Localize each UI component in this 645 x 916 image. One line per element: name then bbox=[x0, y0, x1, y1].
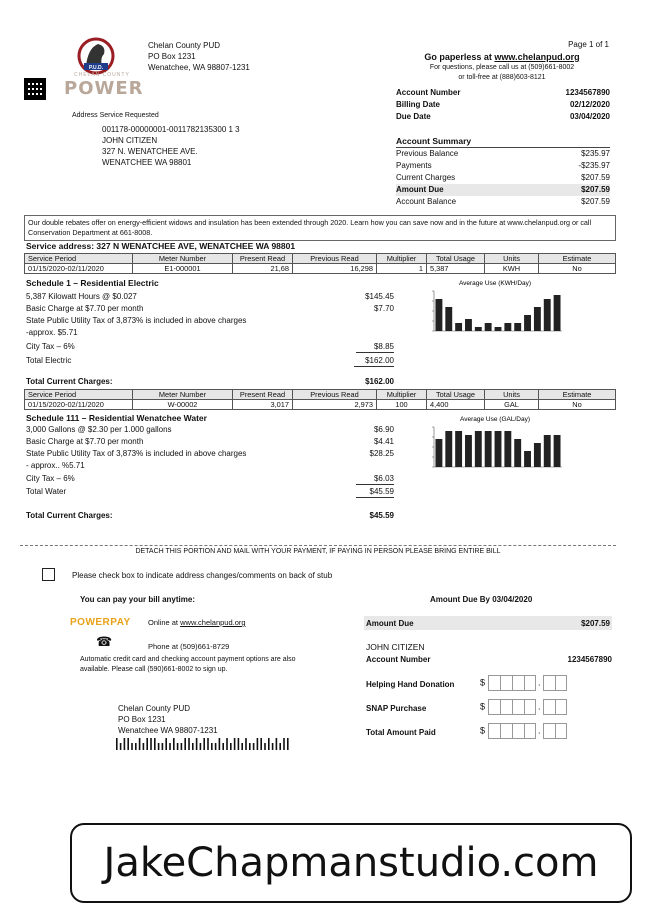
snap-label: SNAP Purchase bbox=[366, 704, 427, 713]
qr-code-icon bbox=[24, 78, 46, 100]
barcode-bar bbox=[253, 743, 255, 750]
cell-units: KWH bbox=[485, 264, 539, 274]
dollar-sign: $ bbox=[480, 701, 486, 712]
barcode-bar bbox=[283, 738, 285, 750]
th-meter-number: Meter Number bbox=[133, 254, 233, 264]
powerpay-logo: POWERPAY bbox=[70, 617, 131, 628]
water-schedule-title: Schedule 111 – Residential Wenatchee Water bbox=[26, 413, 207, 423]
barcode-bar bbox=[181, 743, 183, 750]
total-value: $45.59 bbox=[369, 511, 394, 520]
charge-line bbox=[26, 303, 394, 315]
chart-title: Average Use (GAL/Day) bbox=[460, 416, 530, 423]
th-multiplier: Multiplier bbox=[377, 254, 427, 264]
due-date-value: 03/04/2020 bbox=[569, 112, 610, 121]
chart-bar bbox=[495, 327, 502, 331]
th-service-period: Service Period bbox=[25, 254, 133, 264]
charge-value: $8.85 bbox=[356, 341, 394, 353]
th-multiplier: Multiplier bbox=[377, 390, 427, 400]
barcode-bar bbox=[287, 738, 289, 750]
chart-bar bbox=[445, 307, 452, 331]
chart-bar bbox=[475, 327, 482, 331]
charge-label: Basic Charge at $7.70 per month bbox=[26, 437, 144, 446]
barcode-bar bbox=[120, 743, 122, 750]
barcode-bar bbox=[276, 738, 278, 750]
barcode-bar bbox=[257, 738, 259, 750]
chart-bar bbox=[534, 443, 541, 467]
due-date-label: Due Date bbox=[396, 112, 431, 121]
rebate-notice: Our double rebates offer on energy-efficient widows and insulation has been extended through 2020. Learn how you can save now and in the future at www.chelanpud.org or call Conservation Department at 661-8008. bbox=[24, 215, 616, 241]
water-usage-chart bbox=[420, 413, 570, 481]
barcode-bar bbox=[184, 738, 186, 750]
chart-bar bbox=[435, 299, 442, 331]
th-service-period: Service Period bbox=[25, 390, 133, 400]
barcode-bar bbox=[169, 743, 171, 750]
billing-date-value: 02/12/2020 bbox=[569, 100, 610, 109]
customer-barcode-line: 001178-00000001-0011782135300 1 3 bbox=[102, 125, 240, 134]
charge-value: $6.90 bbox=[373, 425, 394, 434]
th-estimate: Estimate bbox=[539, 254, 616, 264]
th-estimate: Estimate bbox=[539, 390, 616, 400]
paperless-line bbox=[396, 52, 608, 63]
chart-bar bbox=[445, 431, 452, 467]
barcode-bar bbox=[203, 738, 205, 750]
barcode-bar bbox=[200, 743, 202, 750]
logo-subtitle: CHELAN COUNTY bbox=[74, 72, 130, 78]
cell-present-read: 3,017 bbox=[233, 400, 293, 410]
tollfree-phone: or toll-free at (888)603-8121 bbox=[458, 74, 546, 81]
summary-value: $207.59 bbox=[581, 197, 610, 206]
stub-account-value: 1234567890 bbox=[567, 655, 612, 664]
charge-line bbox=[26, 473, 394, 485]
total-row bbox=[26, 510, 394, 522]
watermark-banner: JakeChapmanstudio.com bbox=[70, 823, 632, 903]
barcode-bar bbox=[279, 743, 281, 750]
barcode-bar bbox=[143, 743, 145, 750]
utility-address bbox=[148, 40, 250, 73]
electric-schedule-title: Schedule 1 – Residential Electric bbox=[26, 278, 159, 288]
summary-label: Current Charges bbox=[396, 173, 456, 182]
charge-label: - approx.. %5.71 bbox=[26, 461, 85, 470]
barcode-bar bbox=[116, 738, 118, 750]
utility-address-line2: Wenatchee, WA 98807-1231 bbox=[148, 63, 250, 72]
paperless-link[interactable]: www.chelanpud.org bbox=[494, 52, 580, 62]
th-previous-read: Previous Read bbox=[293, 390, 377, 400]
stub-amount-due-label: Amount Due bbox=[366, 618, 414, 628]
online-link[interactable]: www.chelanpud.org bbox=[180, 618, 246, 627]
charge-line bbox=[26, 327, 394, 339]
charge-label: -approx. $5.71 bbox=[26, 328, 78, 337]
barcode-bar bbox=[162, 743, 164, 750]
barcode-bar bbox=[139, 738, 141, 750]
barcode-bar bbox=[272, 743, 274, 750]
th-meter-number: Meter Number bbox=[133, 390, 233, 400]
customer-name: JOHN CITIZEN bbox=[102, 136, 158, 145]
snap-input[interactable]: $ . bbox=[480, 699, 567, 715]
address-service-requested: Address Service Requested bbox=[72, 112, 159, 119]
charge-value: $6.03 bbox=[356, 473, 394, 485]
charge-label: City Tax – 6% bbox=[26, 342, 75, 351]
account-number-label: Account Number bbox=[396, 88, 461, 97]
th-units: Units bbox=[485, 390, 539, 400]
charge-label: State Public Utility Tax of 3,873% is included in above charges bbox=[26, 316, 247, 325]
chart-bar bbox=[544, 435, 551, 467]
barcode-bar bbox=[260, 738, 262, 750]
charge-label: 3,000 Gallons @ $2.30 per 1.000 gallons bbox=[26, 425, 172, 434]
detach-instructions: DETACH THIS PORTION AND MAIL WITH YOUR PAYMENT, IF PAYING IN PERSON PLEASE BRING ENTIRE BILL bbox=[135, 548, 501, 555]
barcode-bar bbox=[150, 738, 152, 750]
barcode-bar bbox=[196, 738, 198, 750]
cell-service-period: 01/15/2020-02/11/2020 bbox=[25, 264, 133, 274]
billing-date-label: Billing Date bbox=[396, 100, 441, 109]
summary-row-previous bbox=[396, 148, 610, 160]
remit-city: Wenatchee WA 98807-1231 bbox=[118, 726, 218, 735]
address-change-checkbox[interactable] bbox=[42, 568, 55, 581]
charge-label: Total Electric bbox=[26, 356, 72, 365]
charge-line bbox=[26, 436, 394, 448]
stub-amount-due bbox=[364, 616, 612, 630]
charge-line bbox=[26, 355, 394, 367]
barcode-bar bbox=[268, 738, 270, 750]
chart-bar bbox=[455, 431, 462, 467]
barcode-bar bbox=[226, 738, 228, 750]
barcode-bar bbox=[135, 743, 137, 750]
detach-line bbox=[20, 545, 616, 546]
remit-name: Chelan County PUD bbox=[118, 704, 191, 713]
cell-multiplier: 100 bbox=[377, 400, 427, 410]
cell-service-period: 01/15/2020-02/11/2020 bbox=[25, 400, 133, 410]
svg-text:P.U.D.: P.U.D. bbox=[88, 65, 104, 71]
customer-street: 327 N. WENATCHEE AVE. bbox=[102, 147, 198, 156]
table-row bbox=[25, 400, 616, 410]
chart-bar bbox=[514, 323, 521, 331]
barcode-bar bbox=[173, 738, 175, 750]
charge-line bbox=[26, 315, 394, 327]
due-date-row bbox=[396, 111, 610, 123]
chart-bar bbox=[435, 439, 442, 467]
barcode-bar bbox=[165, 738, 167, 750]
auto-pay-text: Automatic credit card and checking account payment options are also available. Please call (590)661-8002 to sign up. bbox=[80, 656, 296, 673]
chart-bar bbox=[465, 319, 472, 331]
cell-total-usage: 5,387 bbox=[427, 264, 485, 274]
cell-present-read: 21,68 bbox=[233, 264, 293, 274]
table-header-row bbox=[25, 390, 616, 400]
donation-label: Helping Hand Donation bbox=[366, 680, 455, 689]
charge-label: State Public Utility Tax of 3,873% is included in above charges bbox=[26, 449, 247, 458]
charge-line bbox=[26, 291, 394, 303]
account-info bbox=[396, 87, 610, 123]
chart-bar bbox=[524, 451, 531, 467]
water-charges bbox=[26, 424, 394, 498]
cell-meter-number: W-00002 bbox=[133, 400, 233, 410]
summary-value: $235.97 bbox=[581, 149, 610, 158]
online-pay bbox=[148, 618, 246, 627]
charge-line bbox=[26, 424, 394, 436]
remit-box: PO Box 1231 bbox=[118, 715, 166, 724]
dollar-sign: $ bbox=[480, 677, 486, 688]
chart-bar bbox=[554, 295, 561, 331]
cell-multiplier: 1 bbox=[377, 264, 427, 274]
summary-label: Payments bbox=[396, 161, 432, 170]
dollar-sign: $ bbox=[480, 725, 486, 736]
chart-title: Average Use (KWH/Day) bbox=[458, 280, 532, 287]
donation-input[interactable]: $ . bbox=[480, 675, 567, 691]
paperless-prefix: Go paperless at bbox=[424, 52, 495, 62]
electric-meter-table bbox=[24, 253, 616, 274]
summary-row-amount-due bbox=[396, 184, 610, 196]
page-number: Page 1 of 1 bbox=[568, 40, 609, 49]
chart-bar bbox=[485, 431, 492, 467]
chart-bar bbox=[504, 323, 511, 331]
barcode-bar bbox=[215, 743, 217, 750]
summary-value: $207.59 bbox=[581, 185, 610, 194]
questions-phone: For questions, please call us at (509)661-8002 bbox=[429, 64, 575, 71]
barcode-bar bbox=[264, 743, 266, 750]
charge-value: $162.00 bbox=[354, 355, 394, 367]
chart-bar bbox=[495, 431, 502, 467]
summary-row-payments bbox=[396, 160, 610, 172]
summary-value: -$235.97 bbox=[578, 161, 610, 170]
summary-value: $207.59 bbox=[581, 173, 610, 182]
th-total-usage: Total Usage bbox=[427, 254, 485, 264]
charge-label: 5,387 Kilowatt Hours @ $0.027 bbox=[26, 292, 137, 301]
cell-estimate: No bbox=[539, 400, 616, 410]
cell-estimate: No bbox=[539, 264, 616, 274]
water-meter-table bbox=[24, 389, 616, 410]
amount-due-by: Amount Due By 03/04/2020 bbox=[430, 595, 533, 604]
summary-title: Account Summary bbox=[396, 135, 610, 148]
stub-account bbox=[366, 655, 612, 664]
barcode-bar bbox=[230, 743, 232, 750]
total-paid-input[interactable]: $ . bbox=[480, 723, 567, 739]
charge-line bbox=[26, 448, 394, 460]
barcode-bar bbox=[241, 743, 243, 750]
chart-bar bbox=[485, 323, 492, 331]
charge-line bbox=[26, 460, 394, 472]
barcode-bar bbox=[127, 738, 129, 750]
electric-total bbox=[26, 376, 394, 388]
cell-units: GAL bbox=[485, 400, 539, 410]
barcode-bar bbox=[211, 743, 213, 750]
chart-bar bbox=[554, 435, 561, 467]
account-number-row bbox=[396, 87, 610, 99]
charge-label: City Tax – 6% bbox=[26, 474, 75, 483]
barcode-bar bbox=[219, 738, 221, 750]
total-paid-label: Total Amount Paid bbox=[366, 728, 436, 737]
barcode-bar bbox=[249, 743, 251, 750]
th-previous-read: Previous Read bbox=[293, 254, 377, 264]
customer-address bbox=[102, 124, 240, 168]
chart-bar bbox=[504, 431, 511, 467]
total-label: Total Current Charges: bbox=[26, 511, 113, 520]
charge-label: Total Water bbox=[26, 487, 67, 496]
logo-wordmark: POWER bbox=[64, 78, 144, 99]
electric-charges bbox=[26, 291, 394, 367]
th-present-read: Present Read bbox=[233, 390, 293, 400]
utility-address-line1: PO Box 1231 bbox=[148, 52, 196, 61]
total-value: $162.00 bbox=[365, 377, 394, 386]
chart-bar bbox=[524, 315, 531, 331]
summary-label: Previous Balance bbox=[396, 149, 459, 158]
stub-account-label: Account Number bbox=[366, 655, 431, 664]
cell-previous-read: 16,298 bbox=[293, 264, 377, 274]
cell-previous-read: 2,973 bbox=[293, 400, 377, 410]
table-header-row bbox=[25, 254, 616, 264]
summary-label: Amount Due bbox=[396, 185, 444, 194]
charge-value: $45.59 bbox=[356, 486, 394, 498]
remit-address bbox=[118, 703, 218, 736]
phone-pay: Phone at (509)661-8729 bbox=[148, 642, 230, 651]
postal-barcode-icon bbox=[116, 738, 296, 750]
utility-name: Chelan County PUD bbox=[148, 41, 221, 50]
table-row bbox=[25, 264, 616, 274]
barcode-bar bbox=[222, 743, 224, 750]
barcode-bar bbox=[154, 738, 156, 750]
barcode-bar bbox=[238, 738, 240, 750]
barcode-bar bbox=[158, 743, 160, 750]
total-row bbox=[26, 376, 394, 388]
charge-value: $28.25 bbox=[369, 449, 394, 458]
cell-total-usage: 4,400 bbox=[427, 400, 485, 410]
charge-label: Basic Charge at $7.70 per month bbox=[26, 304, 144, 313]
checkbox-label: Please check box to indicate address changes/comments on back of stub bbox=[72, 571, 333, 580]
electric-usage-chart bbox=[420, 277, 570, 345]
online-prefix: Online at bbox=[148, 618, 181, 627]
charge-value: $7.70 bbox=[373, 304, 394, 313]
chart-bar bbox=[465, 435, 472, 467]
charge-line bbox=[26, 486, 394, 498]
barcode-bar bbox=[207, 738, 209, 750]
charge-value: $4.41 bbox=[373, 437, 394, 446]
stub-customer-name: JOHN CITIZEN bbox=[366, 642, 425, 652]
service-address: Service address: 327 N WENATCHEE AVE, WENATCHEE WA 98801 bbox=[26, 241, 296, 251]
barcode-bar bbox=[131, 743, 133, 750]
paperless-block bbox=[396, 52, 608, 83]
account-summary bbox=[396, 135, 610, 208]
chart-bar bbox=[534, 307, 541, 331]
chart-bar bbox=[455, 323, 462, 331]
barcode-bar bbox=[188, 738, 190, 750]
billing-date-row bbox=[396, 99, 610, 111]
stub-amount-due-value: $207.59 bbox=[581, 618, 610, 628]
summary-row-current bbox=[396, 172, 610, 184]
chart-bar bbox=[514, 439, 521, 467]
th-present-read: Present Read bbox=[233, 254, 293, 264]
customer-city: WENATCHEE WA 98801 bbox=[102, 158, 192, 167]
barcode-bar bbox=[234, 738, 236, 750]
barcode-bar bbox=[146, 738, 148, 750]
summary-row-balance bbox=[396, 196, 610, 208]
water-total bbox=[26, 510, 394, 522]
pay-anytime: You can pay your bill anytime: bbox=[80, 595, 195, 604]
total-label: Total Current Charges: bbox=[26, 377, 113, 386]
th-units: Units bbox=[485, 254, 539, 264]
barcode-bar bbox=[177, 743, 179, 750]
phone-icon: ☎ bbox=[96, 634, 113, 649]
charge-line bbox=[26, 341, 394, 353]
barcode-bar bbox=[192, 743, 194, 750]
chart-bar bbox=[475, 431, 482, 467]
account-number-value: 1234567890 bbox=[565, 88, 610, 97]
chart-bar bbox=[544, 299, 551, 331]
charge-value: $145.45 bbox=[365, 292, 394, 301]
th-total-usage: Total Usage bbox=[427, 390, 485, 400]
barcode-bar bbox=[124, 738, 126, 750]
cell-meter-number: E1-000001 bbox=[133, 264, 233, 274]
barcode-bar bbox=[245, 738, 247, 750]
summary-label: Account Balance bbox=[396, 197, 457, 206]
